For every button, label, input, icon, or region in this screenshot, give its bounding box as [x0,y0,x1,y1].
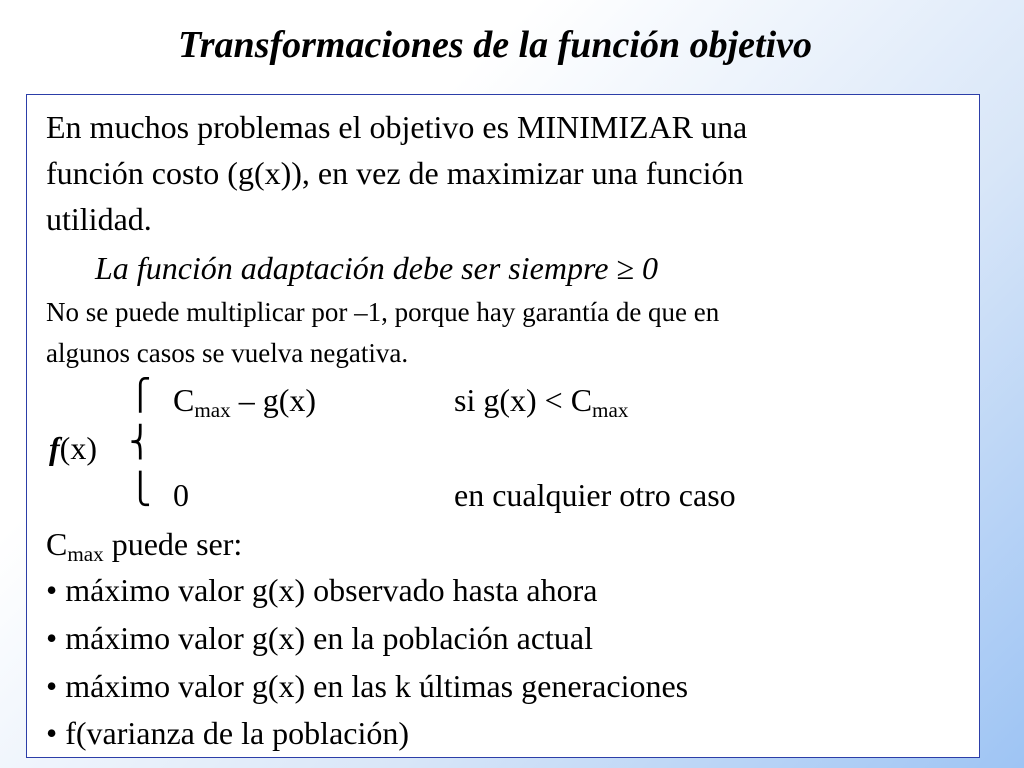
small-line-2: algunos casos se vuelva negativa. [46,338,409,368]
cmax-heading: $C_{max}$ puede ser: [46,526,243,566]
function-label: f(x) [49,430,97,466]
brace-middle: ⎨ [129,425,152,460]
case2-expression: 0 [173,477,189,513]
content-box [26,94,980,758]
brace-bottom: ⎩ [129,472,152,507]
slide-title: Transformaciones de la función objetivo [177,24,813,66]
case2-condition: en cualquier otro caso [454,477,736,513]
intro-line-3: utilidad. [46,201,152,237]
bullet-item: • f(varianza de la población) [46,715,410,751]
intro-line-2: función costo (g(x)), en vez de maximizar una función [46,155,744,191]
bullet-item: • máximo valor g(x) en las k últimas generaciones [46,668,689,704]
brace-top: ⎧ [129,378,152,413]
small-line-1: No se puede multiplicar por –1, porque hay garantía de que en [46,297,720,327]
case1-expression: $C_{max} - g(x)$ [173,382,316,422]
bullet-item: • máximo valor g(x) en la población actual [46,620,594,656]
intro-line-1: En muchos problemas el objetivo es MINIMIZAR una [46,109,748,145]
case1-condition: si $g(x) < C_{max}$ [454,382,629,422]
bullet-item: • máximo valor g(x) observado hasta ahora [46,572,598,608]
italic-note: La función adaptación debe ser siempre ≥ 0 [95,250,658,286]
